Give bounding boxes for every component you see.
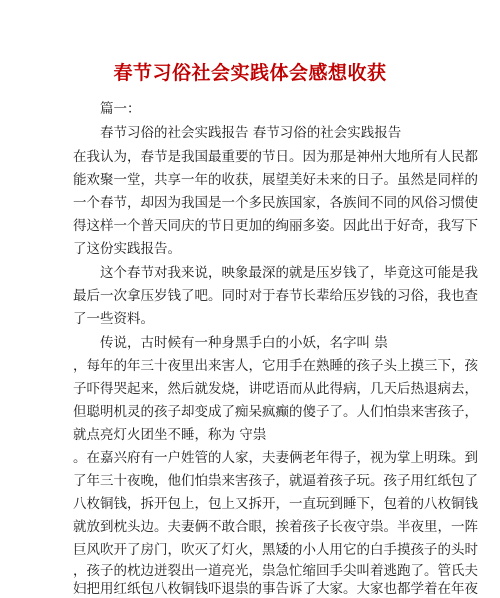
paragraph-line: 八枚铜钱，拆开包上，包上又拆开，一直玩到睡下，包着的八枚铜钱	[73, 496, 478, 512]
paragraph-line: 在我认为，春节是我国最重要的节日。因为那是神州大地所有人民都	[73, 149, 478, 165]
paragraph-line: 春节习俗的社会实践报告 春节习俗的社会实践报告	[100, 125, 402, 141]
paragraph-line: 就点亮灯火团坐不睡，称为 守祟	[73, 427, 267, 443]
paragraph-line: ，孩子的枕边迸裂出一道亮光，祟急忙缩回手尖叫着逃跑了。管氏夫	[73, 563, 478, 579]
paragraph-line: 传说，古时候有一种身黑手白的小妖，名字叫 祟	[100, 335, 388, 351]
paragraph-line: 了年三十夜晚，他们怕祟来害孩子，就逼着孩子玩。孩子用红纸包了	[73, 473, 478, 489]
paragraph-line: 一个春节，却因为我国是一个多民族国家，各族间不同的风俗习惯使	[73, 195, 478, 211]
paragraph-line: 最后一次拿压岁钱了吧。同时对于春节长辈给压岁钱的习俗，我也查	[73, 288, 478, 304]
paragraph-line: 子吓得哭起来，然后就发烧，讲呓语而从此得病，几天后热退病去，	[73, 381, 478, 397]
paragraph-line: 能欢聚一堂，共享一年的收获，展望美好未来的日子。虽然是同样的	[73, 172, 478, 188]
paragraph-line: 巨风吹开了房门，吹灭了灯火，黑矮的小人用它的白手摸孩子的头时	[73, 542, 478, 558]
paragraph-line: 了这份实践报告。	[73, 241, 181, 257]
paragraph-line: 得这样一个普天同庆的节日更加的绚丽多姿。因此出于好奇，我写下	[73, 218, 478, 234]
paragraph-line: ，每年的年三十夜里出来害人，它用手在熟睡的孩子头上摸三下，孩	[73, 358, 478, 374]
document-title: 春节习俗社会实践体会感想收获	[113, 62, 387, 84]
paragraph-line: 妇把用红纸包八枚铜钱吓退祟的事告诉了大家。大家也都学着在年夜	[73, 581, 478, 597]
section-heading: 篇一：	[100, 101, 141, 117]
paragraph-line: 了一些资料。	[73, 311, 154, 327]
paragraph-line: 就放到枕头边。夫妻俩不敢合眼，挨着孩子长夜守祟。半夜里，一阵	[73, 519, 478, 535]
paragraph-line: 这个春节对我来说，映象最深的就是压岁钱了，毕竟这可能是我	[100, 265, 478, 281]
paragraph-line: 但聪明机灵的孩子却变成了痴呆疯癫的傻子了。人们怕祟来害孩子，	[73, 404, 478, 420]
paragraph-line: 。在嘉兴府有一户姓管的人家，夫妻俩老年得子，视为掌上明珠。到	[73, 450, 478, 466]
